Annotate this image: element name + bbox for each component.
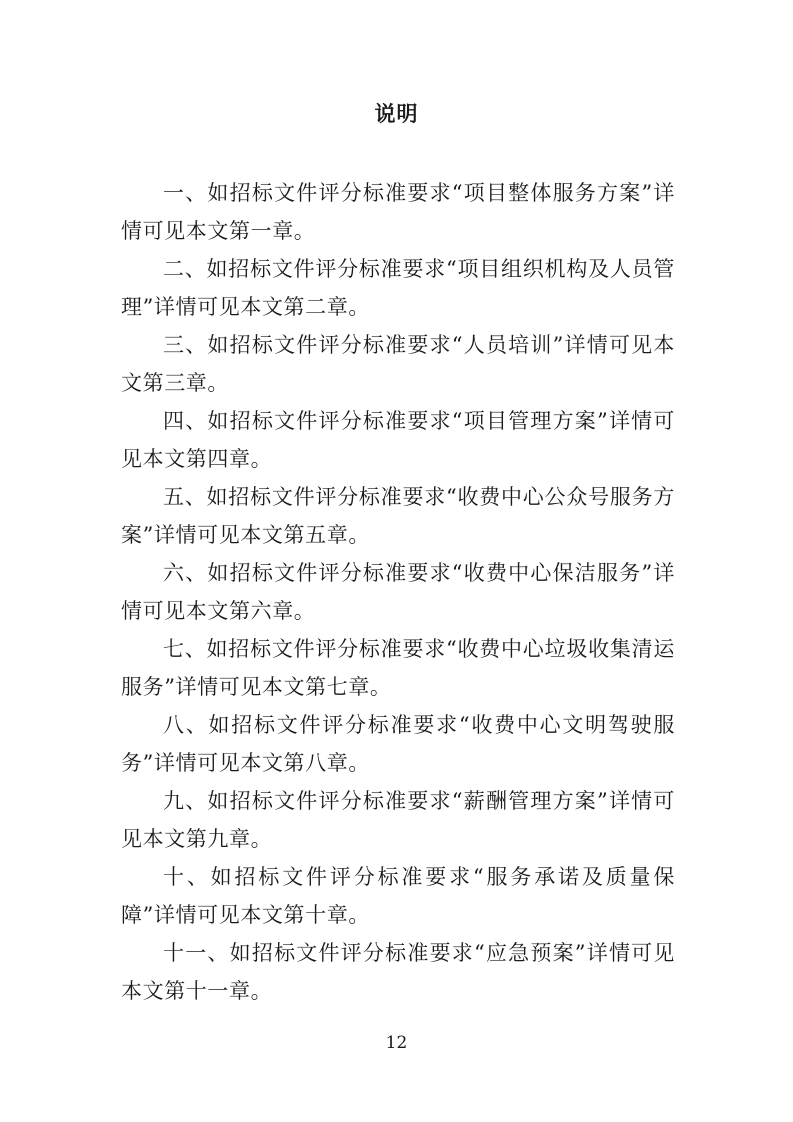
paragraph-6: 六、如招标文件评分标准要求“收费中心保洁服务”详情可见本文第六章。 [121, 561, 675, 623]
paragraph-8: 八、如招标文件评分标准要求“收费中心文明驾驶服务”详情可见本文第八章。 [121, 713, 675, 775]
paragraph-7: 七、如招标文件评分标准要求“收费中心垃圾收集清运服务”详情可见本文第七章。 [121, 637, 675, 699]
paragraph-2: 二、如招标文件评分标准要求“项目组织机构及人员管理”详情可见本文第二章。 [121, 257, 675, 319]
page-title: 说明 [374, 101, 419, 126]
paragraph-5: 五、如招标文件评分标准要求“收费中心公众号服务方案”详情可见本文第五章。 [121, 485, 675, 547]
paragraph-1: 一、如招标文件评分标准要求“项目整体服务方案”详情可见本文第一章。 [121, 181, 675, 243]
paragraph-9: 九、如招标文件评分标准要求“薪酬管理方案”详情可见本文第九章。 [121, 789, 675, 851]
document-body [121, 174, 675, 1010]
paragraph-11: 十一、如招标文件评分标准要求“应急预案”详情可见本文第十一章。 [121, 941, 675, 1003]
page-number: 12 [385, 1033, 408, 1053]
paragraph-3: 三、如招标文件评分标准要求“人员培训”详情可见本文第三章。 [121, 333, 675, 395]
paragraph-10: 十、如招标文件评分标准要求“服务承诺及质量保障”详情可见本文第十章。 [121, 865, 675, 927]
paragraph-4: 四、如招标文件评分标准要求“项目管理方案”详情可见本文第四章。 [121, 409, 675, 471]
